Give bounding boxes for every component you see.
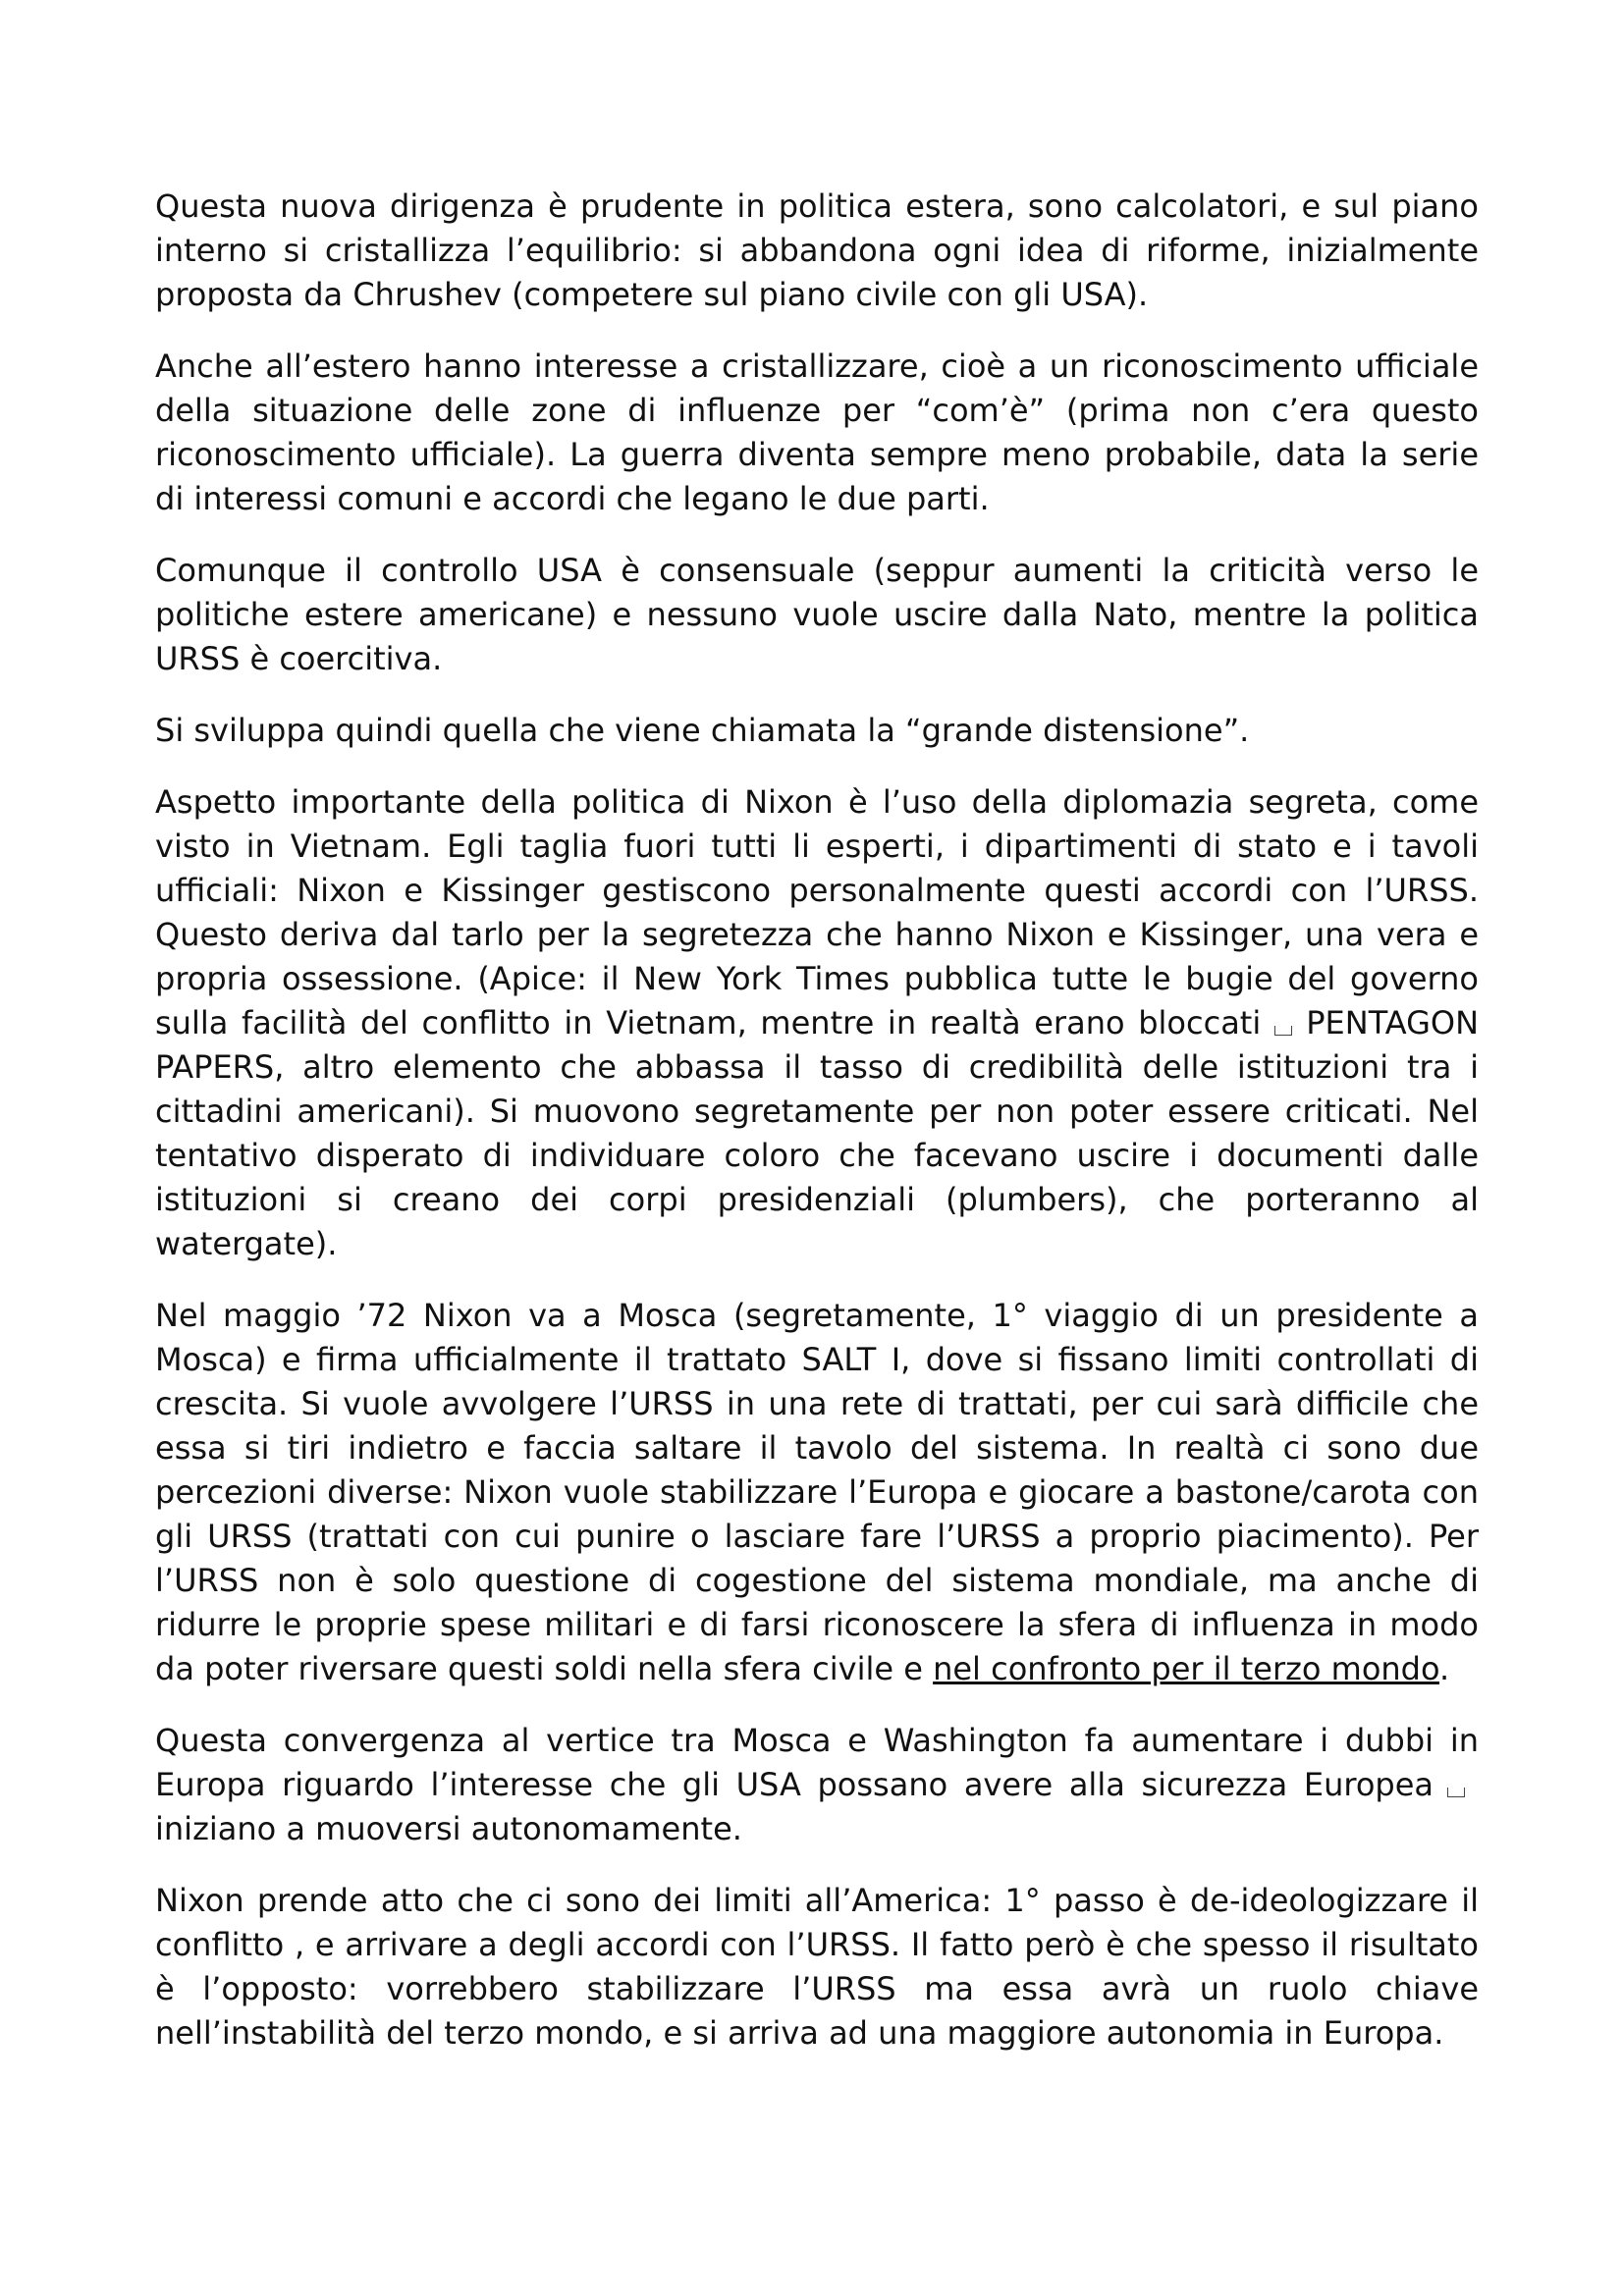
paragraph-7 bbox=[155, 1719, 1479, 1851]
missing-glyph-icon bbox=[1447, 1788, 1465, 1797]
paragraph-2-text: Anche all’estero hanno interesse a cristallizzare, cioè a un riconoscimento ufficiale della situazione delle zone di influenze per “com’è” (prima non c’era questo riconoscimento ufficiale). La guerra diventa sempre meno probabile, data la serie di interessi comuni e accordi che legano le due parti. bbox=[155, 347, 1479, 517]
paragraph-5-text-part2: PENTAGON PAPERS, altro elemento che abbassa il tasso di credibilità delle istituzioni tra i cittadini americani). Si muovono segretamente per non poter essere criticati. Nel tentativo disperato di individuare coloro che facevano uscire i documenti dalle istituzioni si creano dei corpi presidenziali (plumbers), che porteranno al watergate). bbox=[155, 1004, 1479, 1262]
paragraph-6 bbox=[155, 1294, 1479, 1691]
missing-glyph-icon bbox=[1274, 1026, 1292, 1036]
paragraph-3 bbox=[155, 549, 1479, 681]
document-page bbox=[155, 185, 1479, 2083]
paragraph-7-text-part1: Questa convergenza al vertice tra Mosca e Washington fa aumentare i dubbi in Europa riguardo l’interesse che gli USA possano avere alla sicurezza Europea bbox=[155, 1722, 1479, 1803]
paragraph-8 bbox=[155, 1879, 1479, 2056]
paragraph-5 bbox=[155, 780, 1479, 1266]
paragraph-3-text: Comunque il controllo USA è consensuale (seppur aumenti la criticità verso le politiche estere americane) e nessuno vuole uscire dalla Nato, mentre la politica URSS è coercitiva. bbox=[155, 552, 1479, 677]
paragraph-6-text-part1: Nel maggio ’72 Nixon va a Mosca (segretamente, 1° viaggio di un presidente a Mosca) e firma ufficialmente il trattato SALT I, dove si fissano limiti controllati di crescita. Si vuole avvolgere l’URSS in una rete di trattati, per cui sarà difficile che essa si tiri indietro e faccia saltare il tavolo del sistema. In realtà ci sono due percezioni diverse: Nixon vuole stabilizzare l’Europa e giocare a bastone/carota con gli URSS (trattati con cui punire o lasciare fare l’URSS a proprio piacimento). Per l’URSS non è solo questione di cogestione del sistema mondiale, ma anche di ridurre le proprie spese militari e di farsi riconoscere la sfera di influenza in modo da poter riversare questi soldi nella sfera civile e bbox=[155, 1297, 1479, 1687]
paragraph-5-text-part1: Aspetto importante della politica di Nixon è l’uso della diplomazia segreta, come visto in Vietnam. Egli taglia fuori tutti li esperti, i dipartimenti di stato e i tavoli ufficiali: Nixon e Kissinger gestiscono personalmente questi accordi con l’URSS. Questo deriva dal tarlo per la segretezza che hanno Nixon e Kissinger, una vera e propria ossessione. (Apice: il New York Times pubblica tutte le bugie del governo sulla facilità del conflitto in Vietnam, mentre in realtà erano bloccati bbox=[155, 783, 1479, 1041]
paragraph-6-text-part2: . bbox=[1439, 1650, 1450, 1687]
paragraph-1 bbox=[155, 185, 1479, 317]
paragraph-1-text: Questa nuova dirigenza è prudente in politica estera, sono calcolatori, e sul piano interno si cristallizza l’equilibrio: si abbandona ogni idea di riforme, inizialmente proposta da Chrushev (competere sul piano civile con gli USA). bbox=[155, 187, 1479, 313]
paragraph-4 bbox=[155, 709, 1479, 753]
underlined-phrase: nel confronto per il terzo mondo bbox=[933, 1650, 1439, 1687]
paragraph-8-text: Nixon prende atto che ci sono dei limiti all’America: 1° passo è de-ideologizzare il conflitto , e arrivare a degli accordi con l’URSS. Il fatto però è che spesso il risultato è l’opposto: vorrebbero stabilizzare l’URSS ma essa avrà un ruolo chiave nell’instabilità del terzo mondo, e si arriva ad una maggiore autonomia in Europa. bbox=[155, 1882, 1479, 2052]
paragraph-2 bbox=[155, 345, 1479, 521]
paragraph-4-text: Si sviluppa quindi quella che viene chiamata la “grande distensione”. bbox=[155, 712, 1250, 749]
paragraph-7-text-part2: iniziano a muoversi autonomamente. bbox=[155, 1810, 742, 1847]
